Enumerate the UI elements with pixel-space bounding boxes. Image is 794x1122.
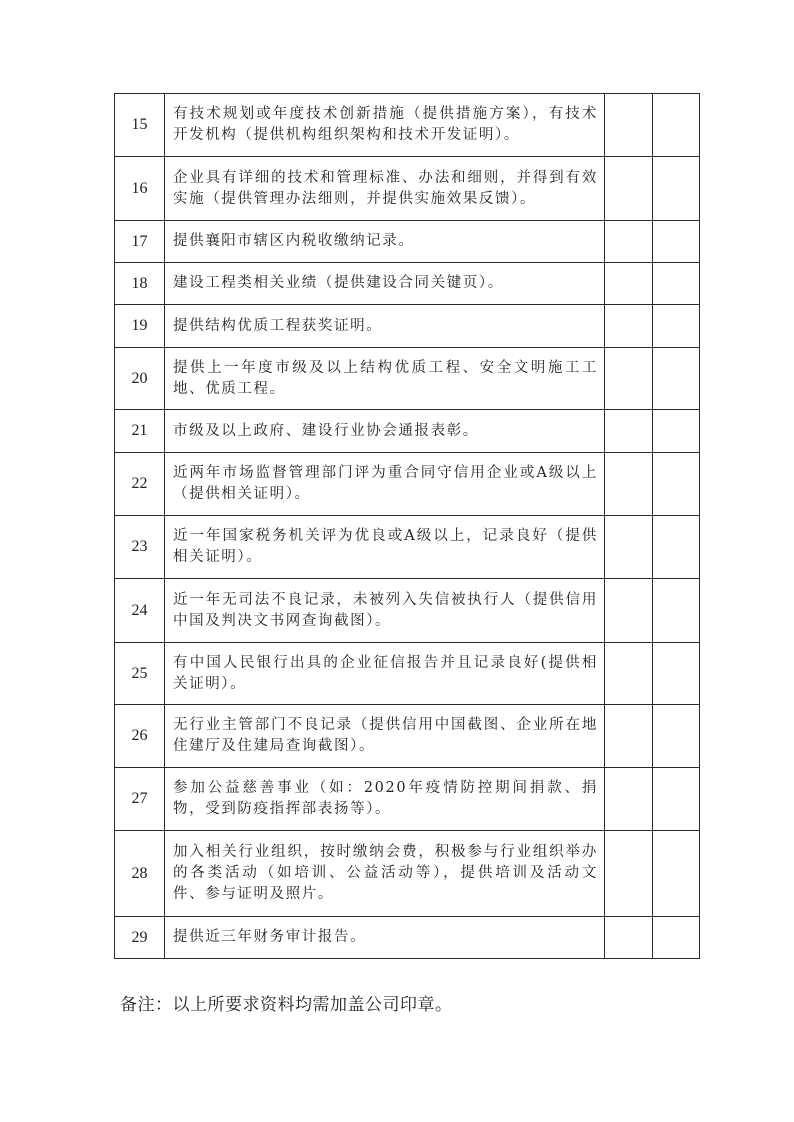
row-description: 近两年市场监督管理部门评为重合同守信用企业或A级以上（提供相关证明）。 <box>165 453 605 516</box>
row-description: 企业具有详细的技术和管理标准、办法和细则，并得到有效实施（提供管理办法细则，并提供实施效果反馈）。 <box>165 157 605 221</box>
check-cell-1[interactable] <box>605 263 653 305</box>
check-cell-2[interactable] <box>653 453 700 516</box>
check-cell-1[interactable] <box>605 768 653 831</box>
table-row <box>115 917 700 959</box>
table-row <box>115 705 700 768</box>
requirements-table <box>114 93 700 959</box>
check-cell-2[interactable] <box>653 221 700 263</box>
row-description: 有中国人民银行出具的企业征信报告并且记录良好(提供相关证明）。 <box>165 643 605 705</box>
row-description: 参加公益慈善事业（如：2020年疫情防控期间捐款、捐物，受到防疫指挥部表扬等）。 <box>165 768 605 831</box>
check-cell-1[interactable] <box>605 221 653 263</box>
check-cell-1[interactable] <box>605 157 653 221</box>
check-cell-2[interactable] <box>653 768 700 831</box>
check-cell-2[interactable] <box>653 516 700 579</box>
table-row <box>115 94 700 157</box>
check-cell-1[interactable] <box>605 305 653 348</box>
check-cell-2[interactable] <box>653 305 700 348</box>
check-cell-2[interactable] <box>653 579 700 643</box>
check-cell-2[interactable] <box>653 705 700 768</box>
row-number: 18 <box>115 263 165 305</box>
check-cell-2[interactable] <box>653 94 700 157</box>
row-number: 21 <box>115 410 165 453</box>
check-cell-2[interactable] <box>653 410 700 453</box>
table-row <box>115 157 700 221</box>
row-description: 提供上一年度市级及以上结构优质工程、安全文明施工工地、优质工程。 <box>165 348 605 410</box>
remark-note: 备注：以上所要求资料均需加盖公司印章。 <box>120 995 453 1015</box>
row-description: 市级及以上政府、建设行业协会通报表彰。 <box>165 410 605 453</box>
row-number: 15 <box>115 94 165 157</box>
check-cell-1[interactable] <box>605 831 653 917</box>
table-row <box>115 579 700 643</box>
row-number: 24 <box>115 579 165 643</box>
row-description: 提供结构优质工程获奖证明。 <box>165 305 605 348</box>
check-cell-1[interactable] <box>605 917 653 959</box>
row-number: 26 <box>115 705 165 768</box>
table-row <box>115 831 700 917</box>
table-row <box>115 643 700 705</box>
check-cell-1[interactable] <box>605 410 653 453</box>
table-row <box>115 768 700 831</box>
check-cell-2[interactable] <box>653 831 700 917</box>
row-description: 近一年国家税务机关评为优良或A级以上，记录良好（提供相关证明）。 <box>165 516 605 579</box>
row-description: 有技术规划或年度技术创新措施（提供措施方案），有技术开发机构（提供机构组织架构和技术开发证明）。 <box>165 94 605 157</box>
table-row <box>115 410 700 453</box>
row-number: 16 <box>115 157 165 221</box>
requirements-table-body <box>115 94 700 959</box>
check-cell-1[interactable] <box>605 579 653 643</box>
row-description: 加入相关行业组织，按时缴纳会费，积极参与行业组织举办的各类活动（如培训、公益活动等），提供培训及活动文件、参与证明及照片。 <box>165 831 605 917</box>
row-number: 23 <box>115 516 165 579</box>
check-cell-2[interactable] <box>653 263 700 305</box>
check-cell-1[interactable] <box>605 516 653 579</box>
check-cell-1[interactable] <box>605 643 653 705</box>
row-description: 提供襄阳市辖区内税收缴纳记录。 <box>165 221 605 263</box>
check-cell-2[interactable] <box>653 348 700 410</box>
row-description: 建设工程类相关业绩（提供建设合同关键页）。 <box>165 263 605 305</box>
row-description: 无行业主管部门不良记录（提供信用中国截图、企业所在地住建厅及住建局查询截图）。 <box>165 705 605 768</box>
row-number: 28 <box>115 831 165 917</box>
table-row <box>115 348 700 410</box>
table-row <box>115 453 700 516</box>
row-number: 20 <box>115 348 165 410</box>
row-number: 27 <box>115 768 165 831</box>
check-cell-1[interactable] <box>605 705 653 768</box>
check-cell-1[interactable] <box>605 348 653 410</box>
row-number: 29 <box>115 917 165 959</box>
check-cell-2[interactable] <box>653 643 700 705</box>
table-row <box>115 516 700 579</box>
check-cell-1[interactable] <box>605 94 653 157</box>
row-description: 提供近三年财务审计报告。 <box>165 917 605 959</box>
table-row <box>115 263 700 305</box>
table-row <box>115 305 700 348</box>
row-number: 22 <box>115 453 165 516</box>
table-row <box>115 221 700 263</box>
row-number: 17 <box>115 221 165 263</box>
check-cell-2[interactable] <box>653 917 700 959</box>
row-number: 19 <box>115 305 165 348</box>
row-number: 25 <box>115 643 165 705</box>
row-description: 近一年无司法不良记录，未被列入失信被执行人（提供信用中国及判决文书网查询截图）。 <box>165 579 605 643</box>
check-cell-2[interactable] <box>653 157 700 221</box>
check-cell-1[interactable] <box>605 453 653 516</box>
